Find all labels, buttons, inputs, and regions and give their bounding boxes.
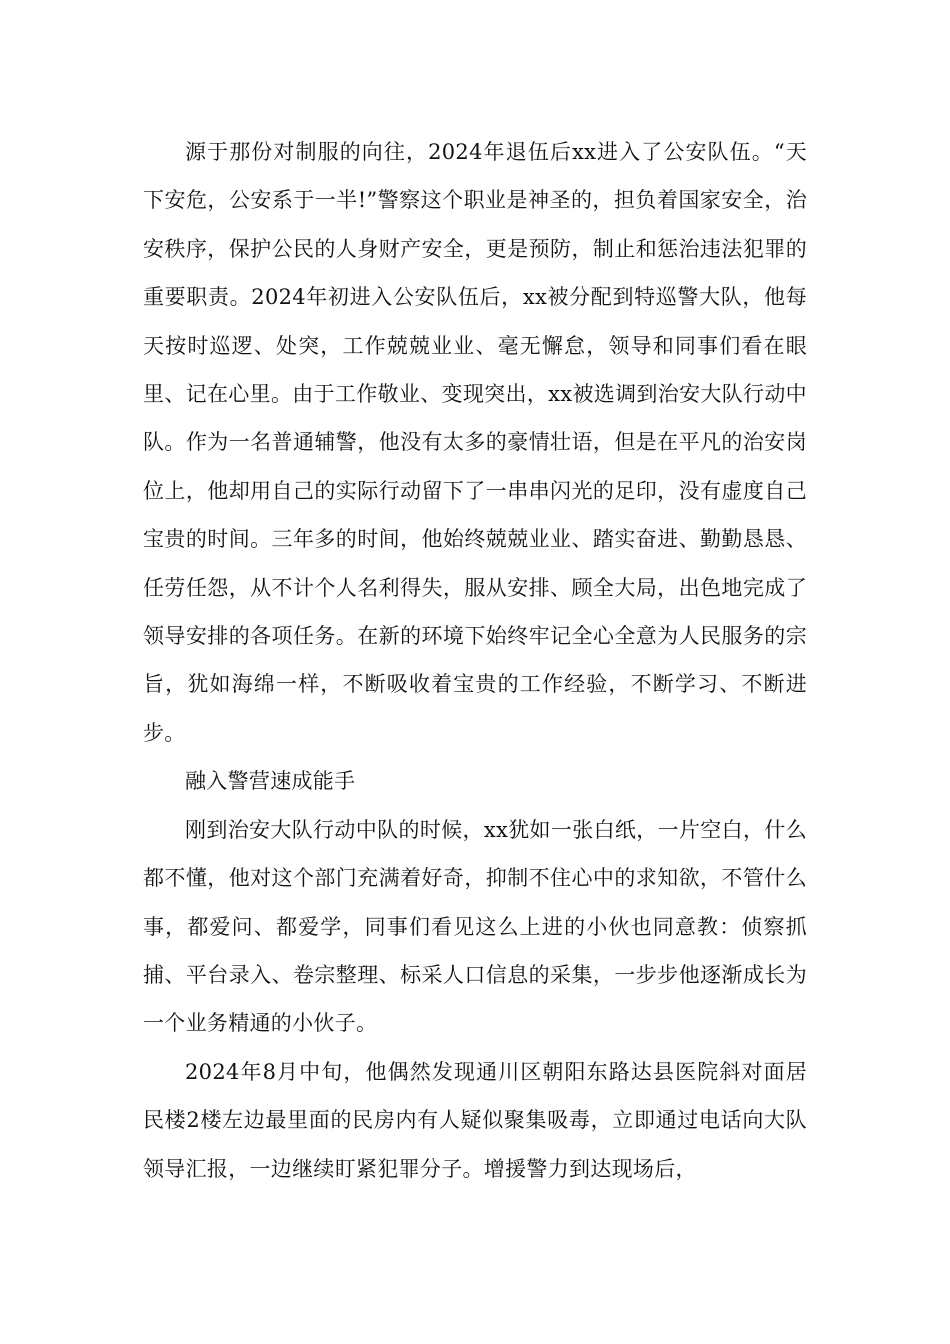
section-heading: 融入警营速成能手 [185,769,356,794]
paragraph-intro: 源于那份对制服的向往，2024年退伍后xx进入了公安队伍。“天下安危，公安系于一半!”警察这个职业是神圣的，担负着国家安全，治安秩序，保护公民的人身财产安全，更是预防，制止和惩治违法犯罪的重要职责。2024年初进入公安队伍后，xx被分配到特巡警大队，他每天按时巡逻、处突，工作兢兢业业、毫无懈怠，领导和同事们看在眼里、记在心里。由于工作敬业、变现突出，xx被选调到治安大队行动中队。作为一名普通辅警，他没有太多的豪情壮语，但是在平凡的治安岗位上，他却用自己的实际行动留下了一串串闪光的足印，没有虚度自己宝贵的时间。三年多的时间，他始终兢兢业业、踏实奋进、勤勤恳恳、任劳任怨，从不计个人名利得失，服从安排、顾全大局，出色地完成了领导安排的各项任务。在新的环境下始终牢记全心全意为人民服务的宗旨，犹如海绵一样，不断吸收着宝贵的工作经验，不断学习、不断进步。 [143,140,807,745]
paragraph-training: 刚到治安大队行动中队的时候，xx犹如一张白纸，一片空白，什么都不懂，他对这个部门充满着好奇，抑制不住心中的求知欲，不管什么事，都爱问、都爱学，同事们看见这么上进的小伙也同意教：侦察抓捕、平台录入、卷宗整理、标采人口信息的采集，一步步他逐渐成长为一个业务精通的小伙子。 [143,817,807,1036]
document-body [143,128,807,1193]
paragraph-case: 2024年8月中旬，他偶然发现通川区朝阳东路达县医院斜对面居民楼2楼左边最里面的民房内有人疑似聚集吸毒，立即通过电话向大队领导汇报，一边继续盯紧犯罪分子。增援警力到达现场后， [143,1059,807,1181]
